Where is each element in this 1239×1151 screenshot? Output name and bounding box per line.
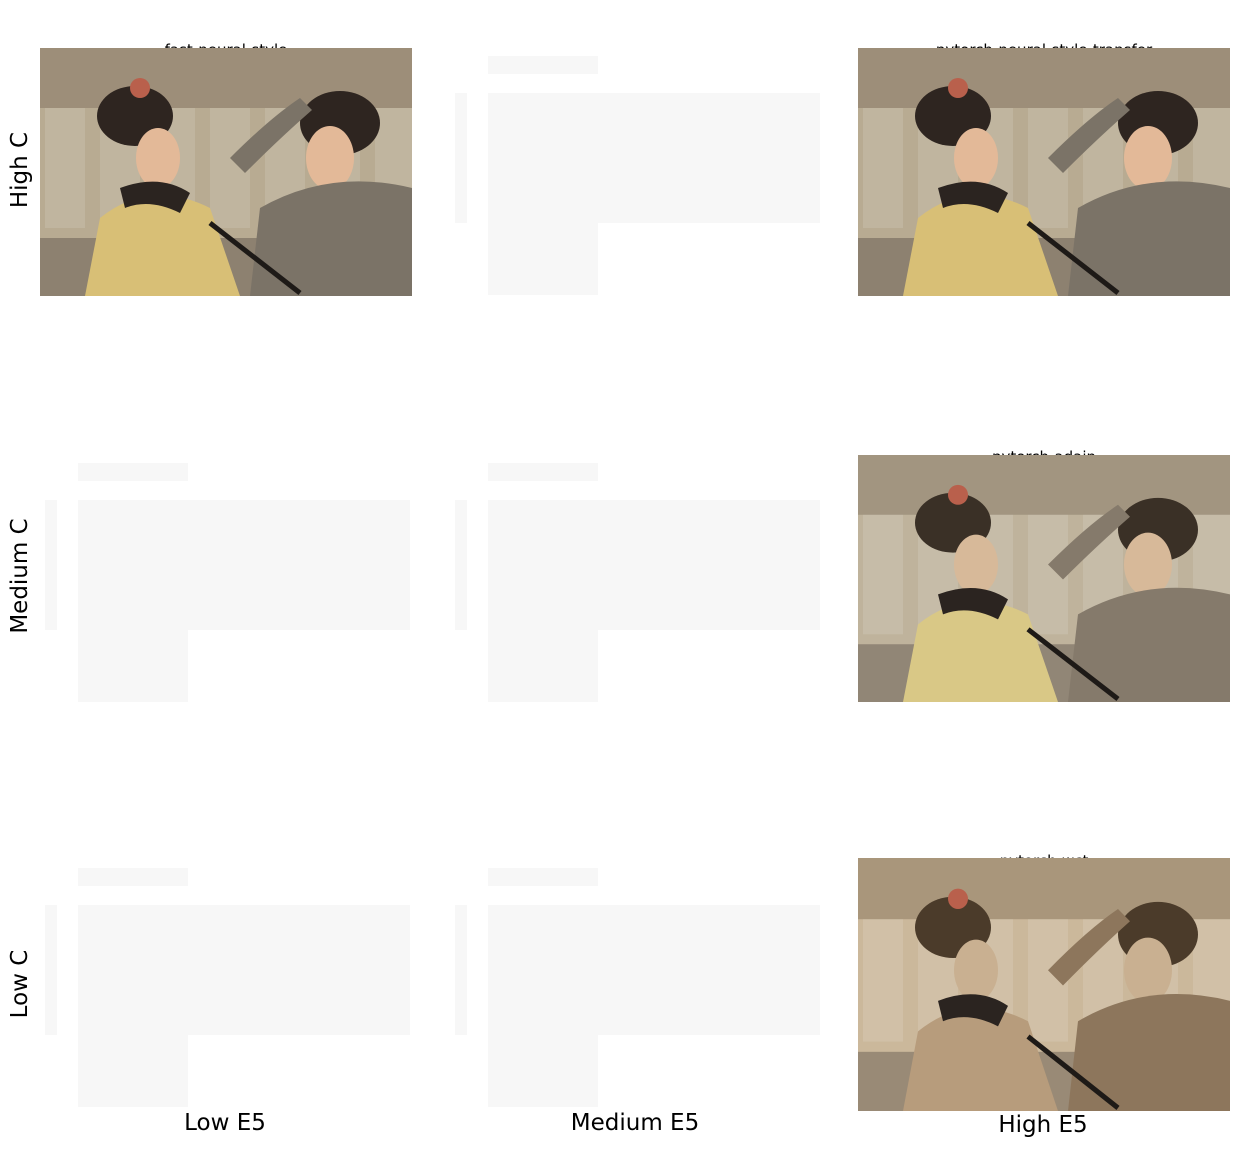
photo-illustration [858, 48, 1230, 296]
empty-cell-high-c-medium-e5 [455, 48, 825, 298]
image-pytorch-neural-style-transfer [858, 48, 1230, 296]
woman-face [954, 128, 998, 188]
empty-cell-low-c-low-e5 [45, 860, 415, 1110]
building-panel [863, 108, 903, 228]
empty-cell-medium-c-low-e5 [45, 455, 415, 705]
column-label-low-e5: Low E5 [184, 1110, 266, 1136]
row-label-high-c: High C [7, 131, 33, 209]
building-panel [45, 108, 85, 228]
building-panel [863, 515, 903, 635]
hair-ornament [948, 78, 968, 98]
column-label-medium-e5: Medium E5 [570, 1110, 700, 1136]
column-label-high-e5: High E5 [998, 1112, 1088, 1138]
image-pytorch-adain [858, 455, 1230, 702]
photo-illustration [858, 858, 1230, 1111]
building-panel [863, 919, 903, 1041]
hair-ornament [130, 78, 150, 98]
man-face [1124, 126, 1172, 190]
woman-face [136, 128, 180, 188]
woman-face [954, 535, 998, 595]
row-label-medium-c: Medium C [7, 518, 33, 634]
woman-face [954, 940, 998, 1001]
image-fast-neural-style [40, 48, 412, 296]
hair-ornament [948, 485, 968, 505]
photo-illustration [40, 48, 412, 296]
image-pytorch-wct [858, 858, 1230, 1111]
hair-ornament [948, 889, 968, 909]
man-face [1124, 533, 1172, 597]
man-face [306, 126, 354, 190]
empty-cell-medium-c-medium-e5 [455, 455, 825, 705]
empty-cell-low-c-medium-e5 [455, 860, 825, 1110]
row-label-low-c: Low C [7, 949, 33, 1019]
photo-illustration [858, 455, 1230, 702]
man-face [1124, 938, 1172, 1003]
